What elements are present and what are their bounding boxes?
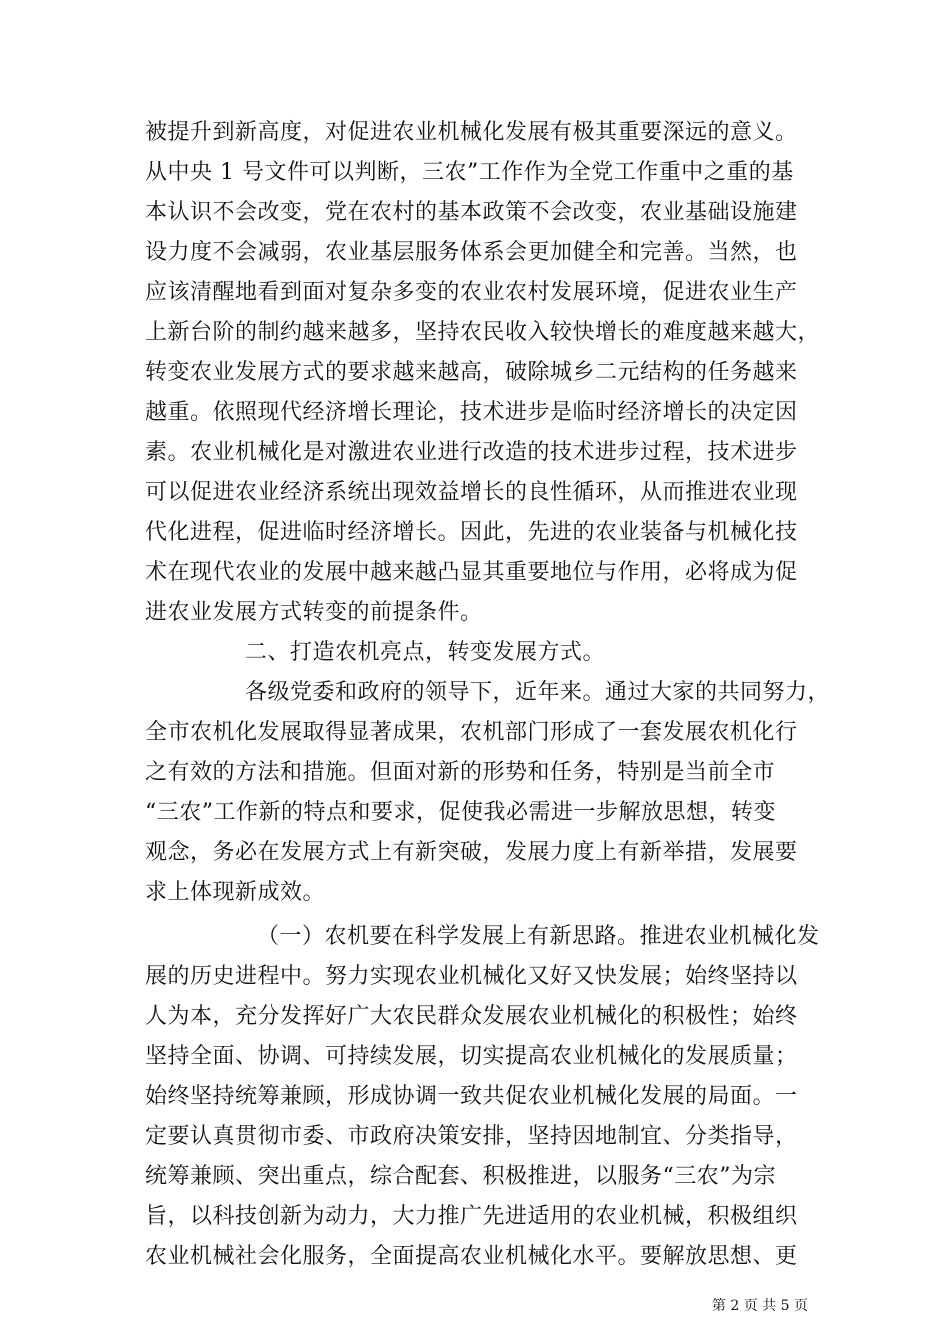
section-heading: 二、打造农机亮点，转变发展方式。: [245, 640, 606, 665]
page-number: 第 2 页 共 5 页: [711, 1298, 808, 1314]
text-line: 始终坚持统筹兼顾，形成协调一致共促农业机械化发展的局面。一: [145, 1084, 798, 1109]
subsection-heading: （一）农机要在科学发展上有新思路。推进农业机械化发: [257, 924, 820, 949]
text-line: 转变农业发展方式的要求越来越高，破除城乡二元结构的任务越来: [145, 360, 798, 385]
text-line: 可以促进农业经济系统出现效益增长的良性循环，从而推进农业现: [145, 480, 798, 505]
text-line: 坚持全面、协调、可持续发展，切实提高农业机械化的发展质量；: [145, 1044, 798, 1069]
text-line: 代化进程，促进临时经济增长。因此，先进的农业装备与机械化技: [145, 520, 798, 545]
text-line: 统筹兼顾、突出重点，综合配套、积极推进，以服务“三农”为宗: [145, 1164, 776, 1189]
text-line: 观念，务必在发展方式上有新突破，发展力度上有新举措，发展要: [145, 840, 798, 865]
text-line: 之有效的方法和措施。但面对新的形势和任务，特别是当前全市: [145, 760, 776, 785]
text-line: 定要认真贯彻市委、市政府决策安排，坚持因地制宜、分类指导，: [145, 1124, 798, 1149]
text-line: 从中央 1 号文件可以判断，三农”工作作为全党工作重中之重的基: [145, 160, 794, 185]
text-line: 各级党委和政府的领导下，近年来。通过大家的共同努力，: [245, 680, 831, 705]
text-line: 进农业发展方式转变的前提条件。: [145, 600, 483, 625]
text-line: 术在现代农业的发展中越来越凸显其重要地位与作用，必将成为促: [145, 560, 798, 585]
text-line: 被提升到新高度，对促进农业机械化发展有极其重要深远的意义。: [145, 120, 798, 145]
text-line: “三农”工作新的特点和要求，促使我必需进一步解放思想，转变: [145, 800, 776, 825]
text-line: 上新台阶的制约越来越多，坚持农民收入较快增长的难度越来越大，: [145, 320, 821, 345]
text-line: 人为本，充分发挥好广大农民群众发展农业机械化的积极性；始终: [145, 1004, 798, 1029]
text-line: 设力度不会减弱，农业基层服务体系会更加健全和完善。当然，也: [145, 240, 798, 265]
text-line: 旨，以科技创新为动力，大力推广先进适用的农业机械，积极组织: [145, 1204, 798, 1229]
text-line: 全市农机化发展取得显著成果，农机部门形成了一套发展农机化行: [145, 720, 798, 745]
text-line: 素。农业机械化是对激进农业进行改造的技术进步过程，技术进步: [145, 440, 798, 465]
text-line: 应该清醒地看到面对复杂多变的农业农村发展环境，促进农业生产: [145, 280, 798, 305]
text-line: 农业机械社会化服务，全面提高农业机械化水平。要解放思想、更: [145, 1244, 798, 1269]
text-line: 越重。依照现代经济增长理论，技术进步是临时经济增长的决定因: [145, 400, 798, 425]
text-line: 展的历史进程中。努力实现农业机械化又好又快发展；始终坚持以: [145, 964, 798, 989]
text-line: 求上体现新成效。: [145, 880, 326, 905]
text-line: 本认识不会改变，党在农村的基本政策不会改变，农业基础设施建: [145, 200, 798, 225]
